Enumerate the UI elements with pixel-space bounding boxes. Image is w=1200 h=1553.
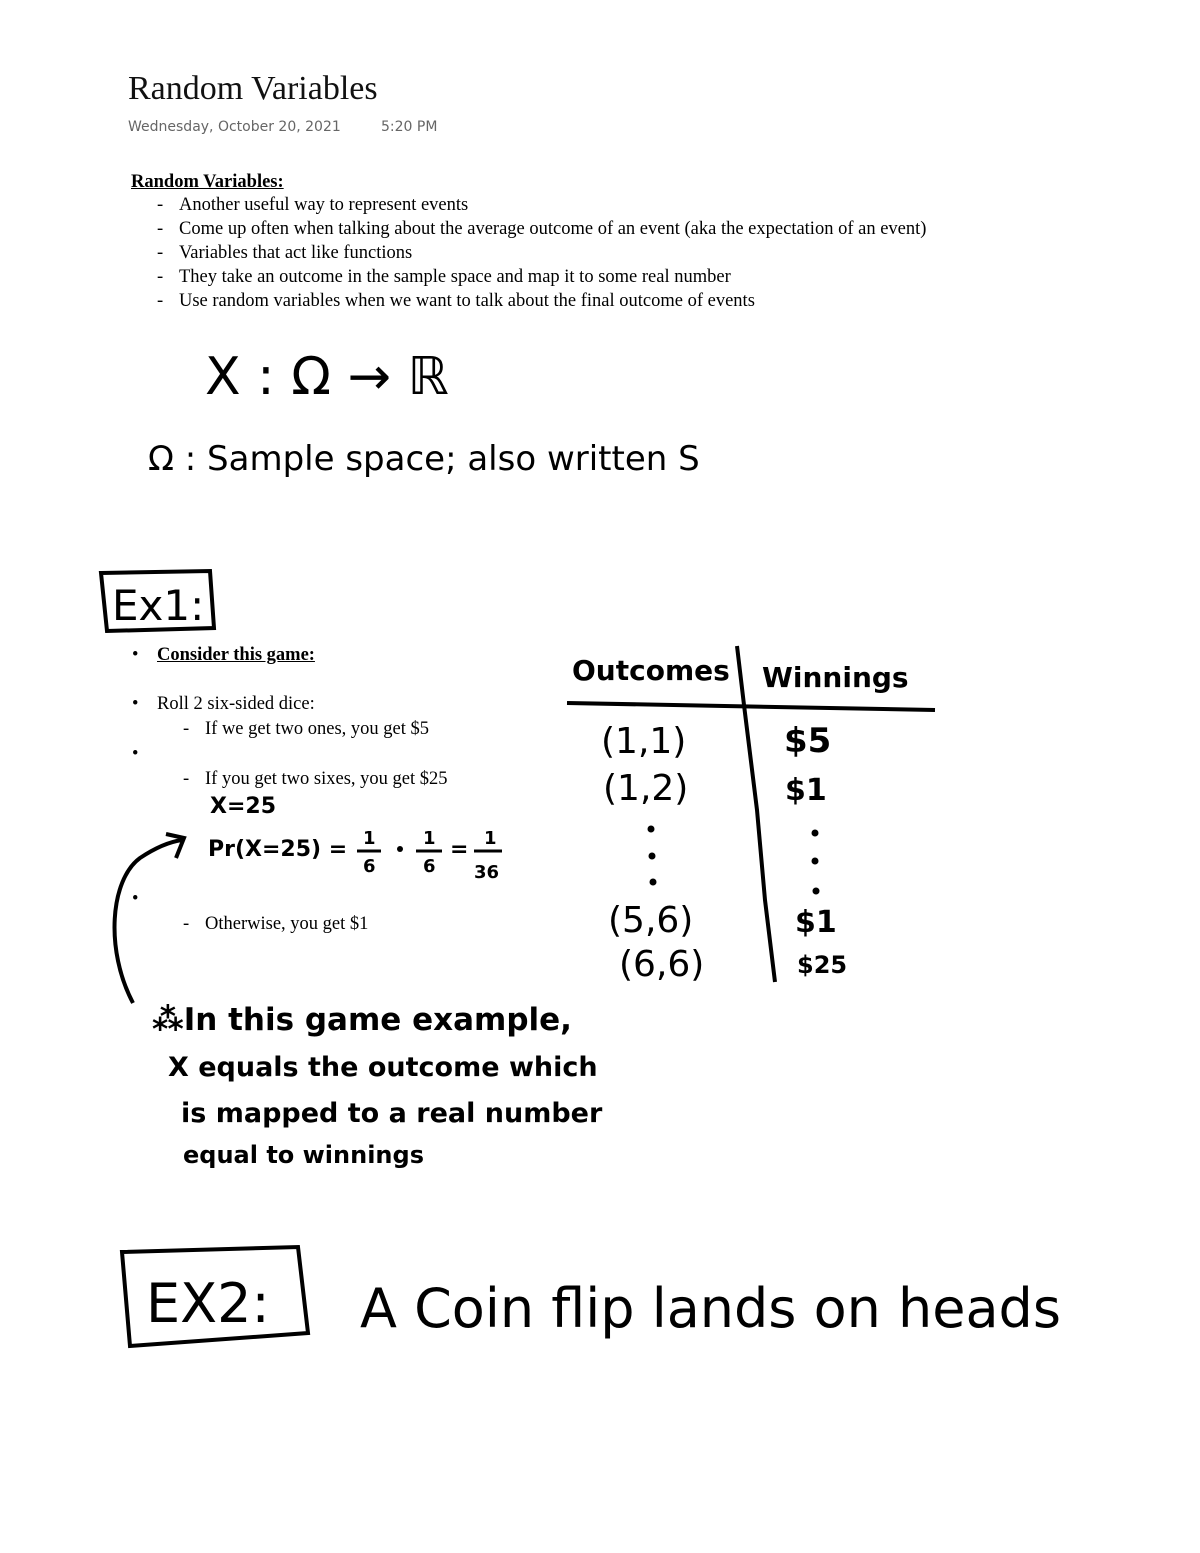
ellipsis-dot — [812, 858, 819, 865]
multiply-dot — [397, 846, 403, 852]
fraction-numerator: 1 — [423, 828, 436, 849]
list-item: - Another useful way to represent events — [155, 193, 926, 217]
note-time: 5:20 PM — [381, 119, 438, 135]
table-outcome: (5,6) — [608, 900, 694, 941]
fraction-denominator: 6 — [363, 856, 376, 877]
game-note-line: is mapped to a real number — [181, 1098, 603, 1129]
section-heading: Random Variables: — [131, 172, 284, 192]
note-date: Wednesday, October 20, 2021 — [128, 119, 341, 135]
ellipsis-dot — [812, 830, 819, 837]
ellipsis-dot — [649, 853, 656, 860]
ex1-consider: Consider this game: — [157, 645, 315, 665]
arrow-head — [166, 834, 184, 858]
omega-note: Ω : Sample space; also written S — [148, 439, 700, 479]
ex1-rule-ones: If we get two ones, you get $5 — [205, 719, 430, 739]
x-equals-25: X=25 — [210, 794, 277, 819]
list-item: - Come up often when talking about the average outcome of an event (aka the expectation of an event) — [155, 217, 926, 241]
ex1-roll: Roll 2 six-sided dice: — [157, 694, 315, 714]
game-note-line: ⁂In this game example, — [152, 1002, 572, 1038]
table-horizontal-rule — [567, 703, 935, 710]
probability-expression: Pr(X=25) = — [208, 837, 348, 862]
table-header-outcomes: Outcomes — [572, 654, 730, 687]
fraction-numerator: 1 — [484, 828, 497, 849]
curved-arrow — [115, 840, 182, 1003]
equals-sign: = — [450, 837, 469, 862]
table-outcome: (6,6) — [619, 944, 705, 985]
game-note-line: X equals the outcome which — [168, 1052, 598, 1083]
page-title: Random Variables — [128, 70, 378, 107]
table-winning: $25 — [797, 951, 848, 979]
ellipsis-dot — [813, 888, 820, 895]
mapping-formula: X : Ω → ℝ — [205, 347, 449, 407]
ellipsis-dot — [648, 826, 655, 833]
table-outcome: (1,2) — [603, 768, 689, 809]
table-header-winnings: Winnings — [762, 661, 909, 694]
table-outcome: (1,1) — [601, 721, 687, 762]
ellipsis-dot — [650, 879, 657, 886]
ex2-label: EX2: — [146, 1272, 270, 1335]
game-note-line: equal to winnings — [183, 1141, 424, 1169]
ex1-label: Ex1: — [112, 581, 205, 630]
ex2-statement: A Coin flip lands on heads — [360, 1277, 1061, 1340]
list-item: - They take an outcome in the sample space and map it to some real number — [155, 265, 926, 289]
ex1-rule-otherwise: Otherwise, you get $1 — [205, 914, 369, 934]
ex1-rule-sixes: If you get two sixes, you get $25 — [205, 769, 448, 789]
table-vertical-rule — [737, 646, 775, 982]
fraction-denominator: 6 — [423, 856, 436, 877]
table-winning: $1 — [795, 905, 837, 940]
table-winning: $5 — [784, 721, 832, 761]
list-item: - Variables that act like functions — [155, 241, 926, 265]
fraction-numerator: 1 — [363, 828, 376, 849]
list-item: - Use random variables when we want to talk about the final outcome of events — [155, 289, 926, 313]
table-winning: $1 — [785, 773, 827, 808]
fraction-denominator: 36 — [474, 862, 500, 883]
